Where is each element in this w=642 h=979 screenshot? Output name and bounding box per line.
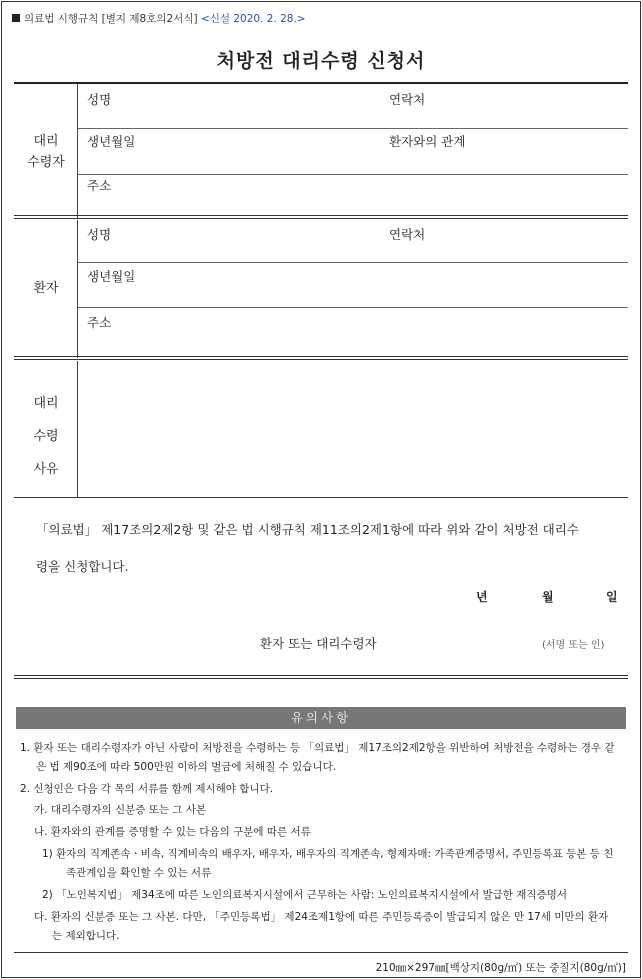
note-item: 은 법 제90조에 따라 500만원 이하의 벌금에 처해질 수 있습니다.	[36, 761, 337, 773]
note-item: 나. 환자와의 관계를 증명할 수 있는 다음의 구분에 따른 서류	[34, 826, 311, 838]
row-divider	[78, 128, 628, 129]
proxy-name-field[interactable]: 성명	[87, 92, 112, 107]
patient-section-label: 환자	[33, 281, 59, 296]
note-item: 1. 환자 또는 대리수령자가 아닌 사람이 처방전을 수령하는 등 「의료법」 제17조의2제2항을 위반하여 처방전을 수령하는 경우 같	[20, 742, 615, 754]
notes-heading: 유의사항	[16, 707, 626, 729]
declaration-statement	[36, 511, 626, 585]
reason-label-line: 대리	[33, 396, 59, 411]
note-item: 2. 신청인은 다음 각 목의 서류를 함께 제시해야 합니다.	[20, 783, 274, 795]
patient-name-field[interactable]: 성명	[87, 227, 112, 242]
form-title: 처방전 대리수령 신청서	[216, 50, 426, 72]
note-item: 1) 환자의 직계존속ㆍ비속, 직계비속의 배우자, 배우자, 배우자의 직계존속, 형제자매: 가족관계증명서, 주민등록표 등본 등 친	[42, 848, 614, 860]
note-item: 2) 「노인복지법」 제34조에 따른 노인의료복지시설에서 근무하는 사람: 노인의료복지시설에서 발급한 재직증명서	[42, 889, 568, 901]
signer-label: 환자 또는 대리수령자	[260, 636, 377, 651]
note-item: 다. 환자의 신분증 또는 그 사본. 다만, 「주민등록법」 제24조제1항에 따른 주민등록증이 발급되지 않은 만 17세 미만의 환자	[34, 911, 609, 923]
reason-label-line: 사유	[33, 462, 59, 477]
revision-note: <신설 2020. 2. 28.>	[200, 13, 306, 25]
reason-section-label	[14, 387, 78, 486]
note-item: 는 제외합니다.	[52, 930, 120, 942]
date-month-field[interactable]: 월	[542, 590, 554, 604]
signature-field[interactable]: (서명 또는 인)	[542, 640, 605, 651]
divider	[14, 497, 628, 498]
section-divider	[14, 356, 628, 360]
section-divider	[14, 215, 628, 219]
patient-address-field[interactable]: 주소	[87, 315, 112, 330]
note-item: 가. 대리수령자의 신분증 또는 그 사본	[34, 804, 207, 816]
proxy-contact-field[interactable]: 연락처	[389, 92, 426, 107]
proxy-birthdate-field[interactable]: 생년월일	[87, 134, 136, 149]
form-header	[12, 11, 306, 26]
patient-birthdate-field[interactable]: 생년월일	[87, 269, 136, 284]
patient-contact-field[interactable]: 연락처	[389, 227, 426, 242]
paper-spec-footer: 210㎜×297㎜[백상지(80g/㎡) 또는 중질지(80g/㎡)]	[375, 962, 626, 974]
section-divider	[14, 675, 628, 679]
proxy-relation-field[interactable]: 환자와의 관계	[389, 134, 466, 149]
application-form-page	[1, 1, 641, 978]
divider	[14, 82, 628, 84]
row-divider	[78, 307, 628, 308]
date-day-field[interactable]: 일	[606, 590, 618, 604]
row-divider	[78, 174, 628, 175]
divider	[14, 952, 628, 953]
row-divider	[78, 262, 628, 263]
proxy-address-field[interactable]: 주소	[87, 178, 112, 193]
form-reference: 의료법 시행규칙 [별지 제8호의2서식]	[24, 13, 198, 25]
note-item: 족관계임을 확인할 수 있는 서류	[66, 867, 212, 879]
proxy-label-line: 대리	[33, 134, 59, 149]
proxy-label-line: 수령자	[27, 154, 65, 170]
declaration-line: 령을 신청합니다.	[36, 559, 129, 574]
date-year-field[interactable]: 년	[476, 590, 488, 604]
declaration-line: 「의료법」 제17조의2제2항 및 같은 법 시행규칙 제11조의2제1항에 따라 위와 같이 처방전 대리수	[36, 522, 579, 537]
reason-label-line: 수령	[33, 429, 59, 444]
square-bullet-icon	[12, 14, 20, 22]
reason-input-area[interactable]	[82, 364, 624, 494]
proxy-section-label	[14, 132, 78, 174]
